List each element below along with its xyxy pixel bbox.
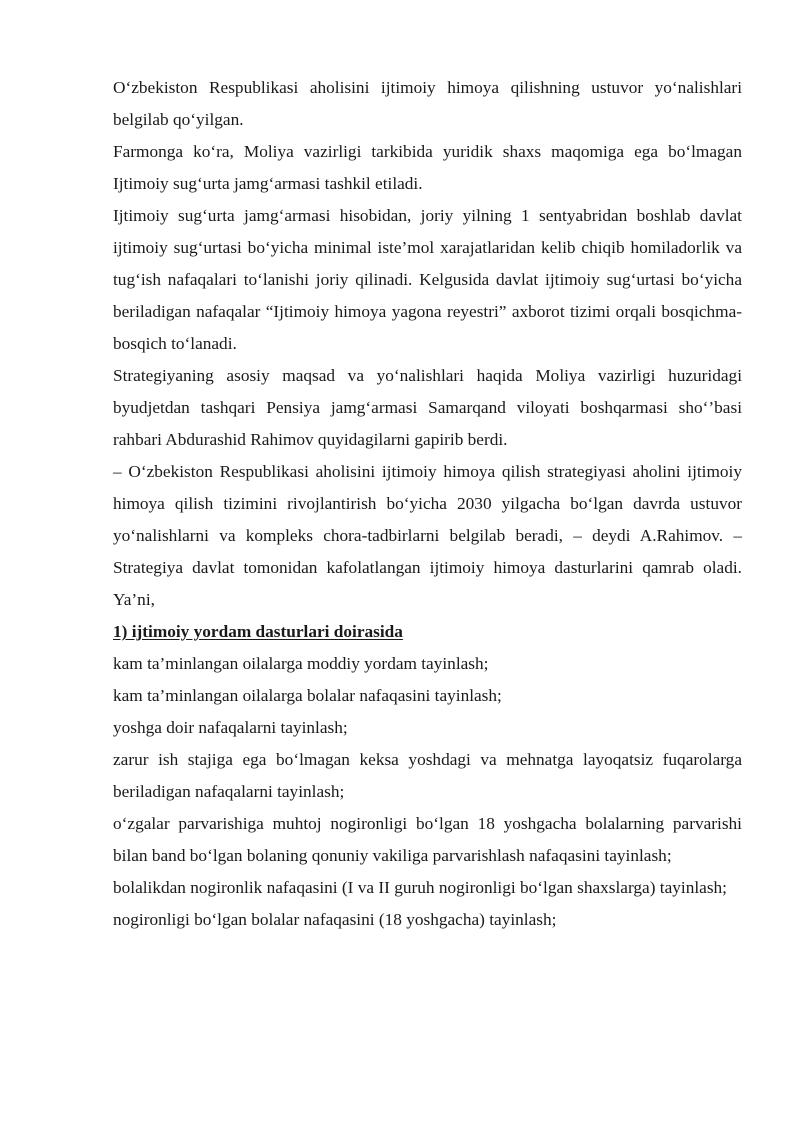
list-item: o‘zgalar parvarishiga muhtoj nogironligi bo‘lgan 18 yoshgacha bolalarning parvarishi bilan band bo‘lgan bolaning qonuniy vakiliga parvarishlash nafaqasini tayinlash;: [113, 814, 742, 865]
list-item: yoshga doir nafaqalarni tayinlash;: [113, 718, 348, 737]
list-item: kam ta’minlangan oilalarga bolalar nafaqasini tayinlash;: [113, 686, 502, 705]
section-heading: 1) ijtimoiy yordam dasturlari doirasida: [113, 622, 403, 641]
list-item: bolalikdan nogironlik nafaqasini (I va II guruh nogironligi bo‘lgan shaxslarga) tayinlash;: [113, 878, 727, 897]
list-item: kam ta’minlangan oilalarga moddiy yordam tayinlash;: [113, 654, 489, 673]
paragraph-fund: Ijtimoiy sug‘urta jamg‘armasi hisobidan, joriy yilning 1 sentyabridan boshlab davlat ijtimoiy sug‘urtasi bo‘yicha minimal iste’mol xarajatlaridan kelib chiqib homiladorlik va tug‘ish nafaqalari to‘lanishi joriy qilinadi. Kelgusida davlat ijtimoiy sug‘urtasi bo‘yicha beriladigan nafaqalar “Ijtimoiy himoya yagona reyestri” axborot tizimi orqali bosqichma-bosqich to‘lanadi.: [113, 206, 742, 353]
list-item: zarur ish stajiga ega bo‘lmagan keksa yoshdagi va mehnatga layoqatsiz fuqarolarga beriladigan nafaqalarni tayinlash;: [113, 750, 742, 801]
paragraph-decree: Farmonga ko‘ra, Moliya vazirligi tarkibida yuridik shaxs maqomiga ega bo‘lmagan Ijtimoiy sug‘urta jamg‘armasi tashkil etiladi.: [113, 142, 742, 193]
paragraph-quote: – O‘zbekiston Respublikasi aholisini ijtimoiy himoya qilish strategiyasi aholini ijtimoiy himoya qilish tizimini rivojlantirish bo‘yicha 2030 yilgacha bo‘lgan davrda ustuvor yo‘nalishlarni va kompleks chora-tadbirlarni belgilab beradi, – deydi A.Rahimov. – Strategiya davlat tomonidan kafolatlangan ijtimoiy himoya dasturlarini qamrab oladi. Ya’ni,: [113, 462, 742, 609]
document-body: [113, 72, 742, 936]
paragraph-intro: O‘zbekiston Respublikasi aholisini ijtimoiy himoya qilishning ustuvor yo‘nalishlari belgilab qo‘yilgan.: [113, 78, 742, 129]
list-item: nogironligi bo‘lgan bolalar nafaqasini (18 yoshgacha) tayinlash;: [113, 910, 557, 929]
paragraph-strategy: Strategiyaning asosiy maqsad va yo‘nalishlari haqida Moliya vazirligi huzuridagi byudjetdan tashqari Pensiya jamg‘armasi Samarqand viloyati boshqarmasi sho‘’basi rahbari Abdurashid Rahimov quyidagilarni gapirib berdi.: [113, 366, 742, 449]
